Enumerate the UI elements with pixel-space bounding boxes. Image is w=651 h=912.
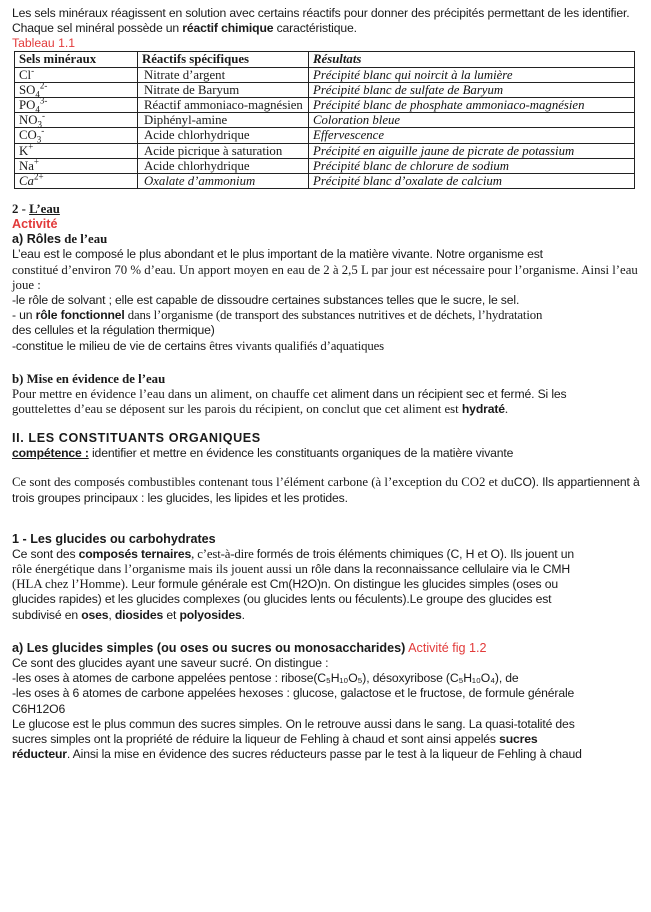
glucides-l5-diosides: diosides [114,607,164,622]
role-functional-bold: rôle fonctionnel [35,308,125,323]
cell-ion [15,95,138,115]
glucides-l5-oses: oses [81,607,109,622]
evidence2-bold: hydraté [461,402,505,417]
glucides-l1-pre: Ce sont des [12,546,79,561]
glucides-l5-pre: subdivisé en [12,607,82,622]
ion-subscript: 4 [35,89,40,100]
cell-reagent: Nitrate d’argent [138,67,309,82]
table-row [15,158,635,173]
cell-result: Précipité blanc de sulfate de Baryum [309,82,635,97]
cell-result: Précipité blanc d’oxalate de calcium [309,174,635,189]
subsection-b-title: b) Mise en évidence de l’eau [12,371,166,386]
role-milieu-serif: êtres vivants qualifiés d’aquatiques [209,338,385,353]
cell-reagent: Oxalate d’ammonium [138,174,309,189]
glucides-l5-end: . [241,607,245,622]
ion-symbol: SO [19,82,36,97]
table-row [15,113,635,128]
ion-subscript: 3 [37,119,42,130]
ion-charge: 3- [39,95,48,106]
water-role-functional [12,308,641,323]
intro-bold: réactif chimique [182,21,274,36]
glucides-l2-sans: rôle dans la reconnaissance cellulaire via le CMH [311,562,571,577]
competence-text: identifier et mettre en évidence les constituants organiques de la matière vivante [88,446,514,461]
cell-ion [15,171,138,189]
organic-sans: CO). Ils appartiennent à trois groupes principaux : les glucides, les lipides et les protides. [12,475,640,505]
water-role-functional-cont: des cellules et la régulation thermique) [12,323,215,338]
glucides-l5-mid: , [108,607,115,622]
simple-l6-bold: sucres [499,731,538,746]
ion-symbol: Na [19,158,34,173]
ion-charge: - [31,65,35,76]
glucides-line1 [12,547,641,562]
water-role-milieu [12,339,641,354]
organic-serif: Ce sont des composés combustibles contenant tous l’élément carbone (à l’exception du CO2 et du [12,475,514,490]
ion-subscript: 4 [35,104,40,115]
glucides-l1-post: formés de trois éléments chimiques (C, H et O). Ils jouent un [256,546,575,561]
cell-ion [15,80,138,100]
subsection-a-rest: de l’eau [61,232,108,247]
glucides-l3-serif: (HLA chez l’Homme). [12,577,132,592]
cell-ion [15,67,138,82]
table-row [15,67,635,82]
water-paragraph-rest: constitué d’environ 70 % d’eau. Un apport moyen en eau de 2 à 2,5 L par jour est nécessaire pour l’organisme. Ainsi l’eau joue : [12,262,638,292]
activity-label: Activité [12,217,58,232]
intro-text-end: caractéristique. [273,21,357,36]
ion-symbol: K [19,143,29,158]
simple-sugars-title [12,641,641,656]
cell-ion [15,158,138,173]
cell-reagent: Nitrate de Baryum [138,82,309,97]
evidence-sans: aliment dans un récipient sec et fermé. Si les [330,386,567,401]
ion-charge: + [28,141,34,152]
ion-charge: - [41,110,45,121]
glucides-l3-sans: Leur formule générale est Cm(H2O)n. On distingue les glucides simples (oses ou [131,577,558,592]
water-evidence-line2 [12,402,641,417]
glucides-line2 [12,562,641,577]
cell-reagent: Diphényl-amine [138,113,309,128]
ion-symbol: Cl [19,67,32,82]
ion-symbol: CO [19,128,37,143]
table-row [15,143,635,158]
header-reagents: Réactifs spécifiques [138,52,309,67]
simple-line3: -les oses à 6 atomes de carbone appelées hexoses : glucose, galactose et le fructose, de formule générale [12,686,575,701]
simple-line7 [12,747,641,762]
simple-l6-pre: sucres simples ont la propriété de réduire la liqueur de Fehling à chaud et sont ainsi appelés [12,731,500,746]
water-paragraph-line1: L’eau est le composé le plus abondant et le plus important de la matière vivante. Notre organisme est [12,247,543,262]
cell-reagent: Acide chlorhydrique [138,158,309,173]
glucides-l5-mid2: et [163,607,180,622]
cell-reagent: Acide picrique à saturation [138,143,309,158]
intro-paragraph [12,6,641,36]
cell-result: Précipité blanc de chlorure de sodium [309,158,635,173]
section-II-title: II. LES CONSTITUANTS ORGANIQUES [12,431,261,446]
ion-symbol: NO [19,113,38,128]
section-2-title-text: L’eau [29,202,60,217]
simple-line2: -les oses à atomes de carbone appelées pentose : ribose(C₅H₁₀O₅), désoxyribose (C₅H₁₀O₄), de [12,671,519,686]
simple-activity: Activité fig 1.2 [405,640,487,655]
glucides-l1-bold: composés ternaires [78,546,192,561]
cell-result: Précipité en aiguille jaune de picrate de potassium [309,143,635,158]
cell-reagent: Réactif ammoniaco-magnésien [138,98,309,113]
intro-text: Les sels minéraux réagissent en solution avec certains réactifs pour donner des précipités permettant de les identifier. Chaque sel minéral possède un [12,6,630,36]
evidence2-end: . [504,402,509,417]
cell-reagent: Acide chlorhydrique [138,128,309,143]
evidence2-serif: gouttelettes d’eau se déposent sur les parois du récipient, on conclut que cet aliment est [12,402,462,417]
water-role-solvent: -le rôle de solvant ; elle est capable de dissoudre certaines substances telles que le sucre, le sel. [12,293,520,308]
simple-title-text: a) Les glucides simples (ou oses ou sucres ou monosaccharides) [12,640,406,655]
table-row [15,128,635,143]
table-header-row [15,52,635,67]
simple-line6 [12,732,641,747]
ion-charge: + [33,156,39,167]
role-functional-serif: dans l’organisme (de transport des substances nutritives et de déchets, l’hydratation [124,308,543,323]
table-row [15,98,635,113]
role-milieu-pre: -constitue le milieu de vie de certains [12,338,210,353]
section-2-title [12,202,641,217]
organic-paragraph [12,475,641,505]
header-salts: Sels minéraux [15,52,138,67]
simple-line5: Le glucose est le plus commun des sucres simples. On le retrouve aussi dans le sang. La quasi-totalité des [12,716,575,731]
competence-line [12,446,641,461]
table-caption: Tableau 1.1 [12,36,76,51]
simple-l7-bold: réducteur [12,747,67,762]
glucides-line3 [12,577,641,592]
ion-charge: 2+ [33,171,44,182]
ion-subscript: 3 [36,134,42,145]
mineral-salts-table [14,51,635,189]
cell-result: Coloration bleue [309,113,635,128]
ion-symbol: PO [19,98,36,113]
table-row [15,82,635,97]
simple-line4: C6H12O6 [12,701,66,716]
header-results: Résultats [309,52,635,67]
glucides-l2-serif: rôle énergétique dans l’organisme mais ils jouent aussi un [12,562,312,577]
cell-result: Précipité blanc qui noircit à la lumière [309,67,635,82]
glucides-line5 [12,608,641,623]
subsection-a-title [12,232,641,247]
ion-charge: 2- [39,80,48,91]
table-row [15,174,635,189]
competence-label: compétence : [12,446,89,461]
ion-symbol: Ca [19,174,34,189]
cell-result: Précipité blanc de phosphate ammoniaco-magnésien [309,98,635,113]
cell-result: Effervescence [309,128,635,143]
water-evidence-line1 [12,387,641,402]
section-2-num: 2 - [12,202,30,217]
subsection-a-bold: a) Rôles [12,232,61,247]
glucides-line4: glucides rapides) et les glucides complexes (ou glucides lents ou féculents).Le groupe des glucides est [12,592,552,607]
cell-ion [15,110,138,130]
glucides-l5-polyosides: polyosides [179,607,242,622]
simple-line1: Ce sont des glucides ayant une saveur sucré. On distingue : [12,655,329,670]
ion-charge: - [41,126,45,137]
simple-l7-rest: . Ainsi la mise en évidence des sucres réducteurs passe par le test à la liqueur de Fehling à chaud [66,747,582,762]
evidence-serif: Pour mettre en évidence l’eau dans un aliment, on chauffe cet [12,386,331,401]
role-functional-pre: - un [12,308,36,323]
glucides-l1-serif: , c’est-à-dire [191,546,257,561]
glucides-title: 1 - Les glucides ou carbohydrates [12,531,216,546]
